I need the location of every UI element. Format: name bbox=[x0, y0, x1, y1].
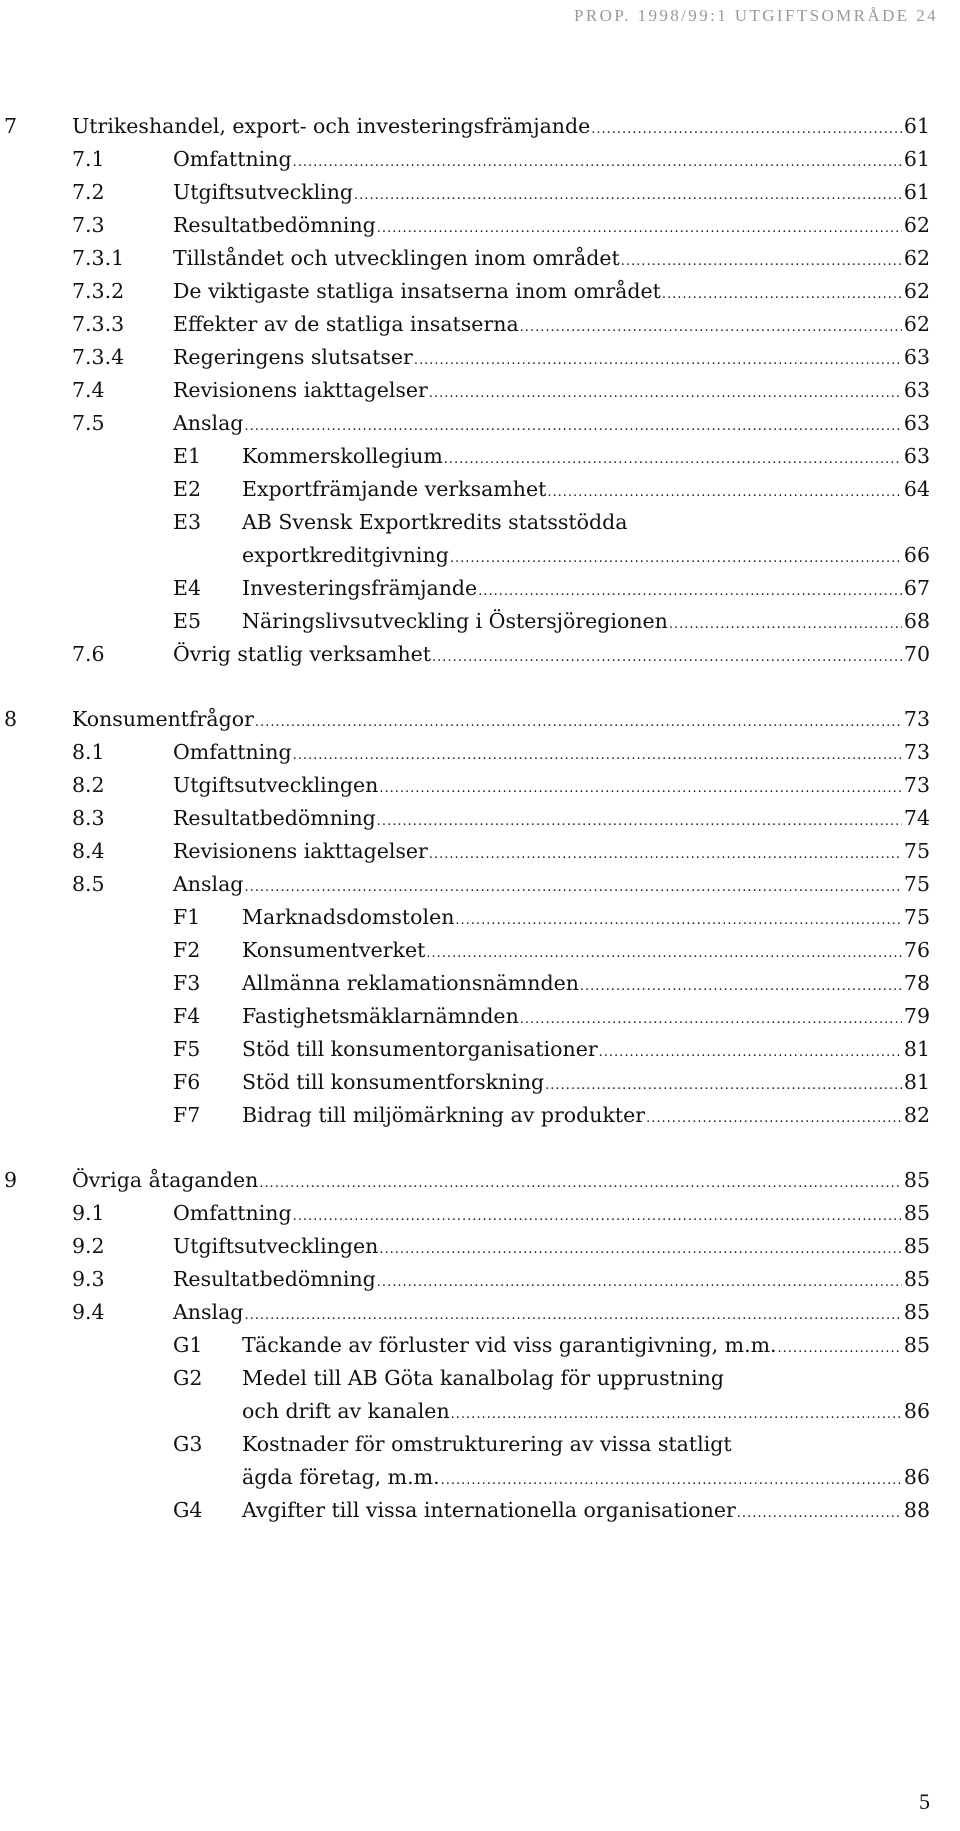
toc-entry-body bbox=[173, 802, 930, 838]
toc-entry-number: F5 bbox=[173, 1037, 201, 1061]
toc-entry-body bbox=[242, 1329, 930, 1365]
dot-leader bbox=[545, 1069, 902, 1102]
toc-entry-number: 8.3 bbox=[72, 806, 105, 830]
toc-entry-number: F7 bbox=[173, 1103, 201, 1127]
toc-entry-title: Resultatbedömning bbox=[173, 1267, 376, 1291]
toc-entry-page: 82 bbox=[903, 1103, 930, 1127]
toc-entry[interactable] bbox=[0, 407, 960, 440]
toc-entry[interactable] bbox=[0, 736, 960, 769]
toc-entry[interactable] bbox=[0, 934, 960, 967]
toc-entry-page: 63 bbox=[903, 411, 930, 435]
dot-leader bbox=[259, 1167, 902, 1200]
toc-entry-body bbox=[242, 901, 930, 937]
toc-entry-title: Täckande av förluster vid viss garantigivning, m.m. bbox=[242, 1333, 777, 1357]
toc-section bbox=[0, 703, 960, 1132]
toc-entry-number: 7.2 bbox=[72, 180, 105, 204]
toc-entry-number: 8.5 bbox=[72, 872, 105, 896]
toc-entry-page: 70 bbox=[903, 642, 930, 666]
toc-entry[interactable] bbox=[0, 440, 960, 473]
toc-entry-body bbox=[242, 539, 930, 575]
toc-entry[interactable] bbox=[0, 539, 960, 572]
toc-entry-title: Revisionens iakttagelser bbox=[173, 378, 428, 402]
toc-entry-number: E4 bbox=[173, 576, 202, 600]
toc-entry-title: Fastighetsmäklarnämnden bbox=[242, 1004, 519, 1028]
toc-entry-page: 86 bbox=[903, 1399, 930, 1423]
toc-entry-title: Regeringens slutsatser bbox=[173, 345, 413, 369]
toc-entry-page: 81 bbox=[903, 1037, 930, 1061]
toc-entry-body bbox=[242, 1395, 930, 1431]
toc-entry-body bbox=[242, 1066, 930, 1102]
toc-entry-title: Stöd till konsumentforskning bbox=[242, 1070, 545, 1094]
toc-entry[interactable] bbox=[0, 638, 960, 671]
toc-entry[interactable] bbox=[0, 572, 960, 605]
toc-entry[interactable] bbox=[0, 1329, 960, 1362]
toc-entry-body bbox=[242, 572, 930, 608]
toc-entry-number: F4 bbox=[173, 1004, 201, 1028]
toc-entry-title: Kostnader för omstrukturering av vissa statligt bbox=[242, 1432, 732, 1456]
toc-entry-body bbox=[173, 143, 930, 179]
toc-entry-title: Tillståndet och utvecklingen inom området bbox=[173, 246, 620, 270]
toc-entry[interactable] bbox=[0, 1230, 960, 1263]
toc-entry[interactable] bbox=[0, 209, 960, 242]
toc-entry[interactable] bbox=[0, 703, 960, 736]
toc-entry[interactable] bbox=[0, 1296, 960, 1329]
dot-leader bbox=[662, 278, 902, 311]
dot-leader bbox=[429, 838, 902, 871]
toc-entry[interactable] bbox=[0, 769, 960, 802]
toc-entry[interactable] bbox=[0, 275, 960, 308]
toc-entry-title: Allmänna reklamationsnämnden bbox=[242, 971, 579, 995]
toc-entry-page: 79 bbox=[903, 1004, 930, 1028]
toc-entry[interactable] bbox=[0, 605, 960, 638]
toc-entry-body bbox=[173, 407, 930, 443]
toc-entry-number: 7.3.2 bbox=[72, 279, 125, 303]
toc-entry[interactable] bbox=[0, 1197, 960, 1230]
toc-entry[interactable] bbox=[0, 868, 960, 901]
toc-entry-page: 85 bbox=[903, 1267, 930, 1291]
toc-entry-body bbox=[173, 1263, 930, 1299]
toc-entry-title: Anslag bbox=[173, 411, 244, 435]
toc-entry-title: Utgiftsutveckling bbox=[173, 180, 354, 204]
toc-entry-body bbox=[72, 1164, 930, 1200]
toc-entry-body bbox=[173, 769, 930, 805]
dot-leader bbox=[429, 377, 902, 410]
toc-entry-number: E3 bbox=[173, 510, 202, 534]
toc-entry-page: 68 bbox=[903, 609, 930, 633]
toc-entry-body bbox=[242, 506, 930, 539]
toc-entry[interactable] bbox=[0, 1263, 960, 1296]
toc-entry-number: 7.4 bbox=[72, 378, 105, 402]
toc-entry-title: ägda företag, m.m. bbox=[242, 1465, 440, 1489]
toc-entry[interactable] bbox=[0, 176, 960, 209]
toc-entry-page: 88 bbox=[903, 1498, 930, 1522]
toc-entry[interactable] bbox=[0, 1494, 960, 1527]
dot-leader bbox=[293, 1200, 902, 1233]
toc-entry-page: 74 bbox=[903, 806, 930, 830]
toc-entry-number: F6 bbox=[173, 1070, 201, 1094]
toc-entry-title: Utgiftsutvecklingen bbox=[173, 1234, 379, 1258]
toc-entry-body bbox=[173, 1296, 930, 1332]
toc-entry-body bbox=[173, 176, 930, 212]
toc-entry-title: Anslag bbox=[173, 872, 244, 896]
toc-entry-page: 76 bbox=[903, 938, 930, 962]
toc-entry[interactable] bbox=[0, 308, 960, 341]
toc-entry-title: Anslag bbox=[173, 1300, 244, 1324]
toc-entry-title: Utgiftsutvecklingen bbox=[173, 773, 379, 797]
toc-entry[interactable] bbox=[0, 1461, 960, 1494]
toc-entry-page: 85 bbox=[903, 1234, 930, 1258]
toc-entry-body bbox=[242, 473, 930, 509]
dot-leader bbox=[646, 1102, 902, 1135]
toc-entry-body bbox=[242, 440, 930, 476]
toc-entry[interactable] bbox=[0, 1066, 960, 1099]
toc-entry-body bbox=[173, 736, 930, 772]
toc-entry-page: 66 bbox=[903, 543, 930, 567]
toc-entry-page: 85 bbox=[903, 1333, 930, 1357]
toc-entry-title: Effekter av de statliga insatserna bbox=[173, 312, 519, 336]
running-header: PROP. 1998/99:1 UTGIFTSOMRÅDE 24 bbox=[574, 6, 938, 25]
toc-entry-number: 7 bbox=[4, 114, 18, 138]
toc-entry-body bbox=[242, 934, 930, 970]
dot-leader bbox=[580, 970, 902, 1003]
toc-entry-body bbox=[173, 308, 930, 344]
dot-leader bbox=[244, 871, 901, 904]
dot-leader bbox=[432, 641, 902, 674]
toc-entry[interactable] bbox=[0, 374, 960, 407]
toc-entry-number: 7.1 bbox=[72, 147, 105, 171]
toc-entry-body bbox=[242, 1428, 930, 1461]
dot-leader bbox=[244, 410, 901, 443]
toc-entry-body bbox=[173, 1197, 930, 1233]
toc-entry-body bbox=[242, 1494, 930, 1530]
dot-leader bbox=[377, 1266, 902, 1299]
dot-leader bbox=[354, 179, 902, 212]
toc-entry[interactable] bbox=[0, 967, 960, 1000]
toc-entry-body bbox=[72, 110, 930, 146]
dot-leader bbox=[441, 1464, 902, 1497]
dot-leader bbox=[379, 772, 902, 805]
toc-entry-title: Omfattning bbox=[173, 1201, 292, 1225]
toc-entry-number: 7.3 bbox=[72, 213, 105, 237]
toc-entry-page: 61 bbox=[903, 114, 930, 138]
dot-leader bbox=[451, 1398, 902, 1431]
toc-entry-page: 78 bbox=[903, 971, 930, 995]
toc-entry-page: 75 bbox=[903, 872, 930, 896]
dot-leader bbox=[426, 937, 902, 970]
toc-entry-number: G2 bbox=[173, 1366, 203, 1390]
toc-entry-title: Investeringsfrämjande bbox=[242, 576, 478, 600]
toc-entry-number: 8.2 bbox=[72, 773, 105, 797]
page-number: 5 bbox=[919, 1789, 930, 1814]
dot-leader bbox=[599, 1036, 902, 1069]
toc-entry[interactable] bbox=[0, 341, 960, 374]
toc-entry[interactable] bbox=[0, 901, 960, 934]
toc-entry-body bbox=[72, 703, 930, 739]
toc-entry-page: 86 bbox=[903, 1465, 930, 1489]
dot-leader bbox=[293, 739, 902, 772]
toc-entry-title: Övriga åtaganden bbox=[72, 1168, 259, 1192]
toc-entry-title: och drift av kanalen bbox=[242, 1399, 450, 1423]
toc-section bbox=[0, 110, 960, 671]
dot-leader bbox=[377, 805, 902, 838]
toc-entry[interactable] bbox=[0, 242, 960, 275]
toc-entry-title: Omfattning bbox=[173, 147, 292, 171]
dot-leader bbox=[778, 1332, 902, 1365]
toc-entry-page: 62 bbox=[903, 246, 930, 270]
toc-entry-body bbox=[242, 1099, 930, 1135]
toc-entry-body bbox=[242, 967, 930, 1003]
toc-entry-page: 63 bbox=[903, 345, 930, 369]
toc-entry-page: 62 bbox=[903, 279, 930, 303]
toc-entry[interactable] bbox=[0, 835, 960, 868]
toc-entry-page: 62 bbox=[903, 312, 930, 336]
toc-entry-number: E1 bbox=[173, 444, 202, 468]
toc-entry-page: 63 bbox=[903, 444, 930, 468]
toc-entry-page: 73 bbox=[903, 773, 930, 797]
toc-entry[interactable] bbox=[0, 1395, 960, 1428]
toc-entry-number: G1 bbox=[173, 1333, 203, 1357]
dot-leader bbox=[244, 1299, 901, 1332]
toc-entry-title: Omfattning bbox=[173, 740, 292, 764]
toc-entry-body bbox=[173, 638, 930, 674]
toc-entry[interactable] bbox=[0, 506, 960, 539]
toc-entry[interactable] bbox=[0, 1362, 960, 1395]
toc-entry-title: Marknadsdomstolen bbox=[242, 905, 455, 929]
toc-entry-title: Revisionens iakttagelser bbox=[173, 839, 428, 863]
toc-entry-number: 7.6 bbox=[72, 642, 105, 666]
toc-entry-number: F3 bbox=[173, 971, 201, 995]
toc-entry-number: 7.3.3 bbox=[72, 312, 125, 336]
toc-entry-number: 7.3.1 bbox=[72, 246, 125, 270]
toc-entry[interactable] bbox=[0, 1000, 960, 1033]
toc-entry-number: 7.3.4 bbox=[72, 345, 125, 369]
dot-leader bbox=[293, 146, 902, 179]
toc-entry-number: 8.4 bbox=[72, 839, 105, 863]
toc-entry-page: 75 bbox=[903, 839, 930, 863]
toc-entry-page: 85 bbox=[903, 1168, 930, 1192]
toc-entry-number: F2 bbox=[173, 938, 201, 962]
dot-leader bbox=[414, 344, 902, 377]
dot-leader bbox=[379, 1233, 902, 1266]
toc-entry[interactable] bbox=[0, 473, 960, 506]
toc-entry-number: E5 bbox=[173, 609, 202, 633]
dot-leader bbox=[444, 443, 902, 476]
dot-leader bbox=[591, 113, 902, 146]
toc-entry-body bbox=[173, 835, 930, 871]
toc-entry[interactable] bbox=[0, 1033, 960, 1066]
dot-leader bbox=[377, 212, 902, 245]
toc-entry-page: 75 bbox=[903, 905, 930, 929]
toc-entry[interactable] bbox=[0, 1164, 960, 1197]
toc-entry[interactable] bbox=[0, 802, 960, 835]
toc-entry-page: 67 bbox=[903, 576, 930, 600]
toc-entry-body bbox=[242, 1362, 930, 1395]
toc-entry[interactable] bbox=[0, 1428, 960, 1461]
toc-entry-number: 8.1 bbox=[72, 740, 105, 764]
dot-leader bbox=[255, 706, 902, 739]
toc-entry-number: F1 bbox=[173, 905, 201, 929]
toc-entry-page: 64 bbox=[903, 477, 930, 501]
toc-entry-title: exportkreditgivning bbox=[242, 543, 449, 567]
toc-entry-title: Avgifter till vissa internationella organisationer bbox=[242, 1498, 736, 1522]
dot-leader bbox=[621, 245, 902, 278]
toc-entry[interactable] bbox=[0, 143, 960, 176]
dot-leader bbox=[478, 575, 902, 608]
toc-section bbox=[0, 1164, 960, 1527]
toc-entry-number: 8 bbox=[4, 707, 18, 731]
toc-entry-page: 85 bbox=[903, 1300, 930, 1324]
toc-entry-title: Kommerskollegium bbox=[242, 444, 443, 468]
toc-entry-title: Resultatbedömning bbox=[173, 213, 376, 237]
toc-entry-title: Exportfrämjande verksamhet bbox=[242, 477, 547, 501]
toc-entry-title: Konsumentverket bbox=[242, 938, 426, 962]
toc-entry-number: 9 bbox=[4, 1168, 18, 1192]
toc-entry-title: Övrig statlig verksamhet bbox=[173, 642, 432, 666]
toc-entry-body bbox=[173, 341, 930, 377]
toc-entry-body bbox=[173, 1230, 930, 1266]
toc-entry-body bbox=[242, 1461, 930, 1497]
toc-entry-number: 9.3 bbox=[72, 1267, 105, 1291]
toc-entry-page: 61 bbox=[903, 147, 930, 171]
toc-entry-page: 73 bbox=[903, 740, 930, 764]
toc-entry-title: Näringslivsutveckling i Östersjöregionen bbox=[242, 609, 668, 633]
toc-entry-page: 73 bbox=[903, 707, 930, 731]
dot-leader bbox=[547, 476, 902, 509]
toc-entry-body bbox=[173, 374, 930, 410]
toc-entry-number: G3 bbox=[173, 1432, 203, 1456]
dot-leader bbox=[450, 542, 902, 575]
table-of-contents bbox=[0, 110, 960, 1527]
toc-entry-number: G4 bbox=[173, 1498, 203, 1522]
toc-entry[interactable] bbox=[0, 110, 960, 143]
toc-entry-page: 61 bbox=[903, 180, 930, 204]
dot-leader bbox=[669, 608, 902, 641]
toc-entry-body bbox=[173, 275, 930, 311]
toc-entry-title: Bidrag till miljömärkning av produkter bbox=[242, 1103, 646, 1127]
toc-entry-page: 85 bbox=[903, 1201, 930, 1225]
toc-entry-page: 62 bbox=[903, 213, 930, 237]
toc-entry-number: 9.2 bbox=[72, 1234, 105, 1258]
dot-leader bbox=[737, 1497, 902, 1530]
dot-leader bbox=[520, 311, 902, 344]
toc-entry-title: Medel till AB Göta kanalbolag för upprustning bbox=[242, 1366, 725, 1390]
toc-entry-body bbox=[173, 242, 930, 278]
toc-entry[interactable] bbox=[0, 1099, 960, 1132]
toc-entry-number: 7.5 bbox=[72, 411, 105, 435]
toc-entry-body bbox=[173, 209, 930, 245]
toc-entry-number: 9.1 bbox=[72, 1201, 105, 1225]
toc-entry-body bbox=[242, 1000, 930, 1036]
toc-entry-title: AB Svensk Exportkredits statsstödda bbox=[242, 510, 628, 534]
toc-entry-number: E2 bbox=[173, 477, 202, 501]
dot-leader bbox=[455, 904, 902, 937]
toc-entry-title: Stöd till konsumentorganisationer bbox=[242, 1037, 598, 1061]
toc-entry-title: De viktigaste statliga insatserna inom området bbox=[173, 279, 661, 303]
dot-leader bbox=[520, 1003, 902, 1036]
toc-entry-page: 81 bbox=[903, 1070, 930, 1094]
toc-entry-body bbox=[242, 605, 930, 641]
toc-entry-body bbox=[242, 1033, 930, 1069]
toc-entry-title: Resultatbedömning bbox=[173, 806, 376, 830]
toc-entry-title: Konsumentfrågor bbox=[72, 707, 254, 731]
toc-entry-title: Utrikeshandel, export- och investeringsfrämjande bbox=[72, 114, 591, 138]
toc-entry-body bbox=[173, 868, 930, 904]
toc-entry-number: 9.4 bbox=[72, 1300, 105, 1324]
toc-entry-page: 63 bbox=[903, 378, 930, 402]
